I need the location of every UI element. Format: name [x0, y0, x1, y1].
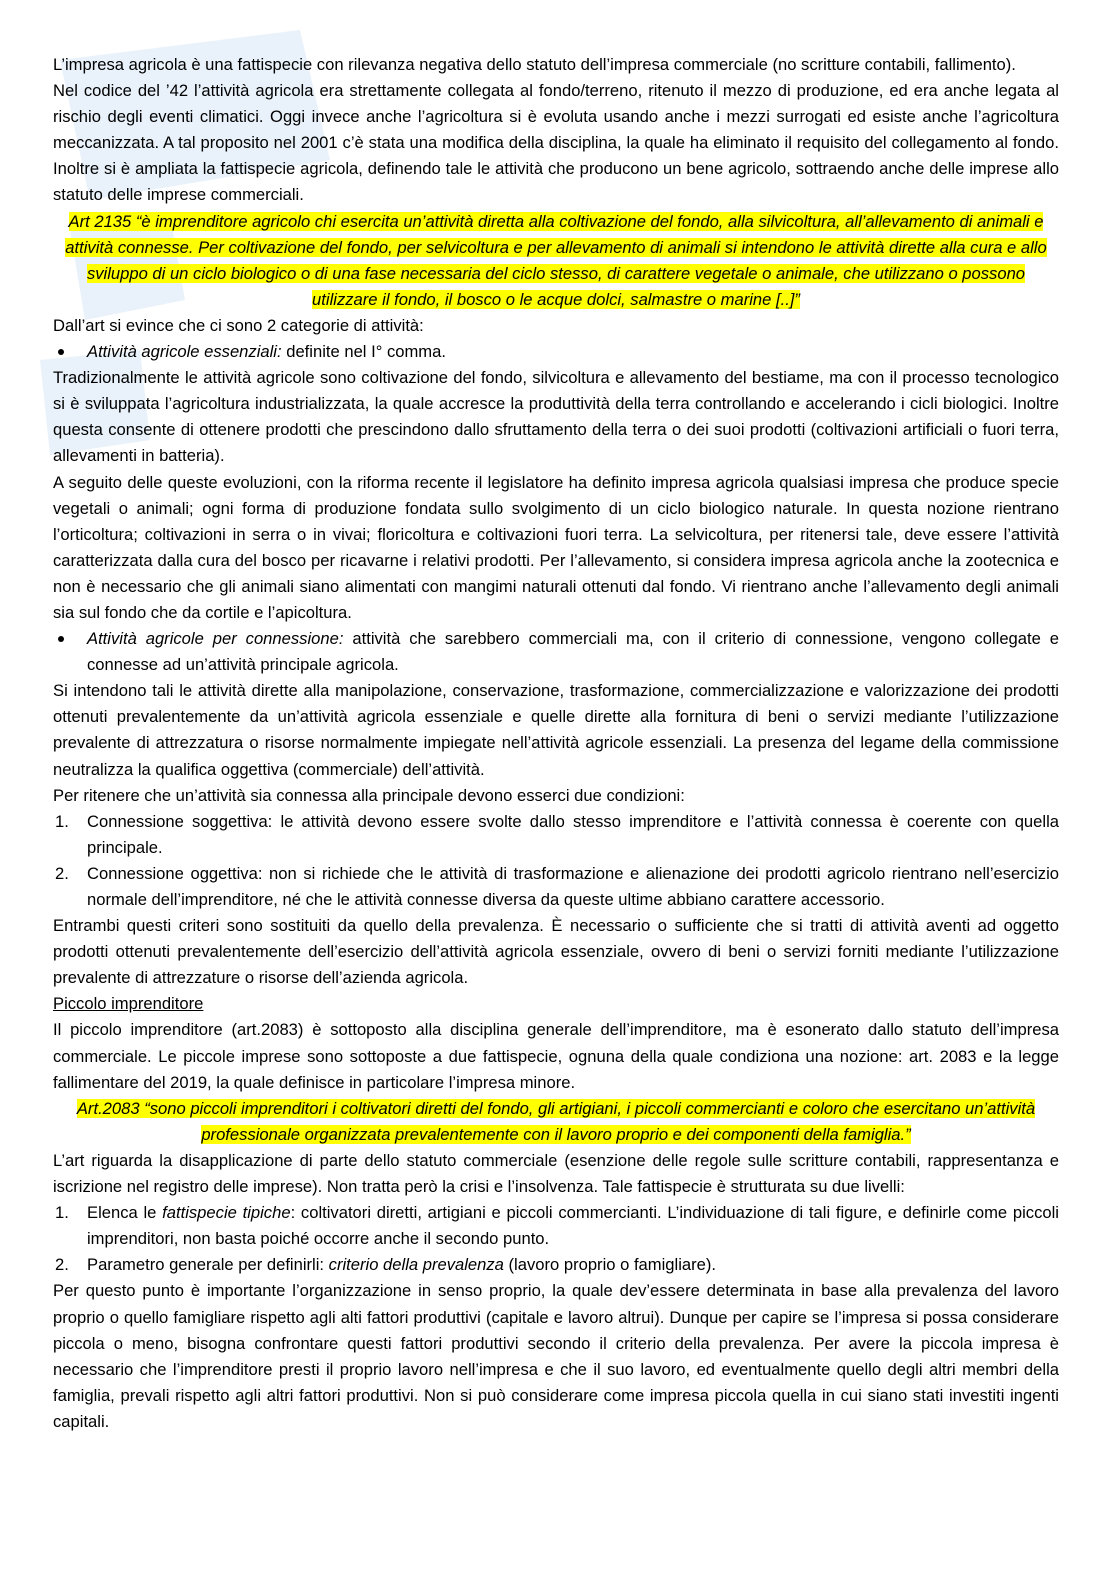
paragraph: Tradizionalmente le attività agricole sono coltivazione del fondo, silvicoltura e allevamento del bestiame, ma con il processo tecnologico si è sviluppata l’agricoltura industrializzata, la quale accresce la produttività della terra controllando e accelerando i cicli biologici. Inoltre questa consente di ottenere prodotti che prescindono dallo sfruttamento della terra o dei suoi prodotti (coltivazioni artificiali o fuori terra, allevamenti in batteria). — [53, 368, 1059, 466]
bullet-item — [53, 626, 1059, 678]
paragraph: Entrambi questi criteri sono sostituiti da quello della prevalenza. È necessario o sufficiente che si tratti di attività aventi ad oggetto prodotti ottenuti prevalentemente dell’esercizio dell’attività agricola essenziale, ovvero di beni o servizi forniti mediante l’utilizzazione prevalente di attrezzature o risorse dell’azienda agricola. — [53, 916, 1059, 988]
item-number: 1. — [55, 811, 69, 831]
item-text: (lavoro proprio o famigliare). — [503, 1255, 717, 1275]
paragraph: Dall’art si evince che ci sono 2 categorie di attività: — [53, 315, 424, 335]
section-heading — [53, 991, 1059, 1017]
numbered-item — [53, 809, 1059, 861]
item-text: Connessione oggettiva: non si richiede che le attività di trasformazione e alienazione dei prodotti agricolo rientrano nell’esercizio normale dell’imprenditore, né che le attività connesse diversa da queste ultime abbiano carattere accessorio. — [87, 863, 1059, 909]
highlighted-text: Art 2135 “è imprenditore agricolo chi esercita un’attività diretta alla coltivazione del fondo, alla silvicoltura, all’allevamento di animali e attività connesse. Per coltivazione del fondo, per selvicoltura e per allevamento di animali si intendono le attività dirette alla cura e allo sviluppo di un ciclo biologico o di una fase necessaria del ciclo stesso, di carattere vegetale o animale, che utilizzano o possono utilizzare il fondo, il bosco o le acque dolci, salmastre o marine [..]” — [65, 211, 1047, 309]
heading-text: Piccolo imprenditore — [53, 994, 204, 1014]
quote-art-2083 — [53, 1096, 1059, 1148]
item-number: 2. — [55, 1255, 69, 1275]
bullet-term: Attività agricole essenziali: — [87, 342, 282, 362]
bullet-text: definite nel I° comma. — [281, 342, 446, 362]
paragraph: Il piccolo imprenditore (art.2083) è sottoposto alla disciplina generale dell’imprenditore, ma è esonerato dallo statuto dell’impresa commerciale. Le piccole imprese sono sottoposte a due fattispecie, ognuna della quale condiziona una nozione: art. 2083 e la legge fallimentare del 2019, la quale definisce in particolare l’impresa minore. — [53, 1020, 1059, 1092]
bullet-term: Attività agricole per connessione: — [87, 629, 344, 649]
item-text: Elenca le — [87, 1203, 163, 1223]
paragraph: L’impresa agricola è una fattispecie con rilevanza negativa dello statuto dell’impresa commerciale (no scritture contabili, fallimento). — [53, 55, 1016, 74]
item-number: 2. — [55, 863, 69, 883]
paragraph: Per ritenere che un’attività sia connessa alla principale devono esserci due condizioni: — [53, 785, 685, 805]
item-number: 1. — [55, 1203, 69, 1223]
numbered-item — [53, 1252, 1059, 1278]
paragraph: Si intendono tali le attività dirette alla manipolazione, conservazione, trasformazione, commercializzazione e valorizzazione dei prodotti ottenuti prevalentemente da un’attività agricola essenziale e quelle dirette alla fornitura di beni o servizi mediante l’utilizzazione prevalente di attrezzatura o risorse normalmente impiegate nell’attività agricole essenziali. La presenza del legame della commissione neutralizza la qualifica oggettiva (commerciale) dell’attività. — [53, 681, 1059, 779]
document-body — [53, 52, 1059, 1435]
quote-art-2135 — [53, 209, 1059, 313]
paragraph: L’art riguarda la disapplicazione di parte dello statuto commerciale (esenzione delle regole sulle scritture contabili, rappresentanza e iscrizione nel registro delle imprese). Non tratta però la crisi e l’insolvenza. Tale fattispecie è strutturata su due livelli: — [53, 1150, 1059, 1197]
numbered-item — [53, 1200, 1059, 1252]
item-text: Connessione soggettiva: le attività devono essere svolte dallo stesso imprenditore e l’attività connessa è coerente con quella principale. — [87, 811, 1059, 857]
paragraph: Per questo punto è importante l’organizzazione in senso proprio, la quale dev’essere determinata in base alla prevalenza del lavoro proprio o quello famigliare rispetto agli alti fattori produttivi (capitale e lavoro altrui). Dunque per capire se l’impresa si possa considerare piccola o meno, bisogna confrontare questi fattori produttivi secondo il criterio della prevalenza. Per avere la piccola impresa è necessario che l’imprenditore presti il proprio lavoro nell’impresa e che il suo lavoro, ed eventualmente quello degli altri membri della famiglia, prevali rispetto agli altri fattori produttivi. Non si può considerare come impresa piccola quella in cui siano stati investiti ingenti capitali. — [53, 1281, 1059, 1431]
bullet-item — [53, 339, 1059, 365]
item-term: fattispecie tipiche — [162, 1203, 291, 1223]
numbered-item — [53, 861, 1059, 913]
paragraph: A seguito delle queste evoluzioni, con la riforma recente il legislatore ha definito impresa agricola qualsiasi impresa che produce specie vegetali o animali; ogni forma di produzione fondata sullo svolgimento di un ciclo biologico naturale. In questa nozione rientrano l’orticoltura; coltivazioni in serra o in vivai; floricoltura e coltivazioni fuori terra. La selvicoltura, per ritenersi tale, deve essere l’attività caratterizzata dalla cura del bosco per ricavarne i relativi prodotti. Per l’allevamento, si considera impresa agricola anche la zootecnica e non è necessario che gli animali siano alimentati con mangimi naturali ottenuti dal fondo. Vi rientrano anche l’allevamento degli animali sia sul fondo che da cortile e l’apicoltura. — [53, 472, 1059, 622]
item-term: criterio della prevalenza — [328, 1255, 504, 1275]
paragraph: Nel codice del ’42 l’attività agricola era strettamente collegata al fondo/terreno, ritenuto il mezzo di produzione, ed era anche legata al rischio degli eventi climatici. Oggi invece anche l’agricoltura si è evoluta usando anche i mezzi surrogati ed esiste anche l’agricoltura meccanizzata. A tal proposito nel 2001 c’è stata una modifica della disciplina, la quale ha eliminato il requisito del collegamento al fondo. Inoltre si è ampliata la fattispecie agricola, definendo tale le attività che producono un bene agricolo, sottraendo anche delle imprese allo statuto delle imprese commerciali. — [53, 81, 1059, 205]
item-text: : coltivatori diretti, artigiani e piccoli commercianti. L’individuazione di tali figure, e definirle come piccoli imprenditori, non basta poiché occorre anche il secondo punto. — [87, 1203, 1059, 1249]
item-text: Parametro generale per definirli: — [87, 1255, 329, 1275]
highlighted-text: Art.2083 “sono piccoli imprenditori i coltivatori diretti del fondo, gli artigiani, i piccoli commercianti e coloro che esercitano un’attività professionale organizzata prevalentemente con il lavoro proprio e dei componenti della famiglia.” — [76, 1098, 1036, 1144]
bullet-text: attività che sarebbero commerciali ma, con il criterio di connessione, vengono collegate e connesse ad un’attività principale agricola. — [87, 629, 1059, 675]
